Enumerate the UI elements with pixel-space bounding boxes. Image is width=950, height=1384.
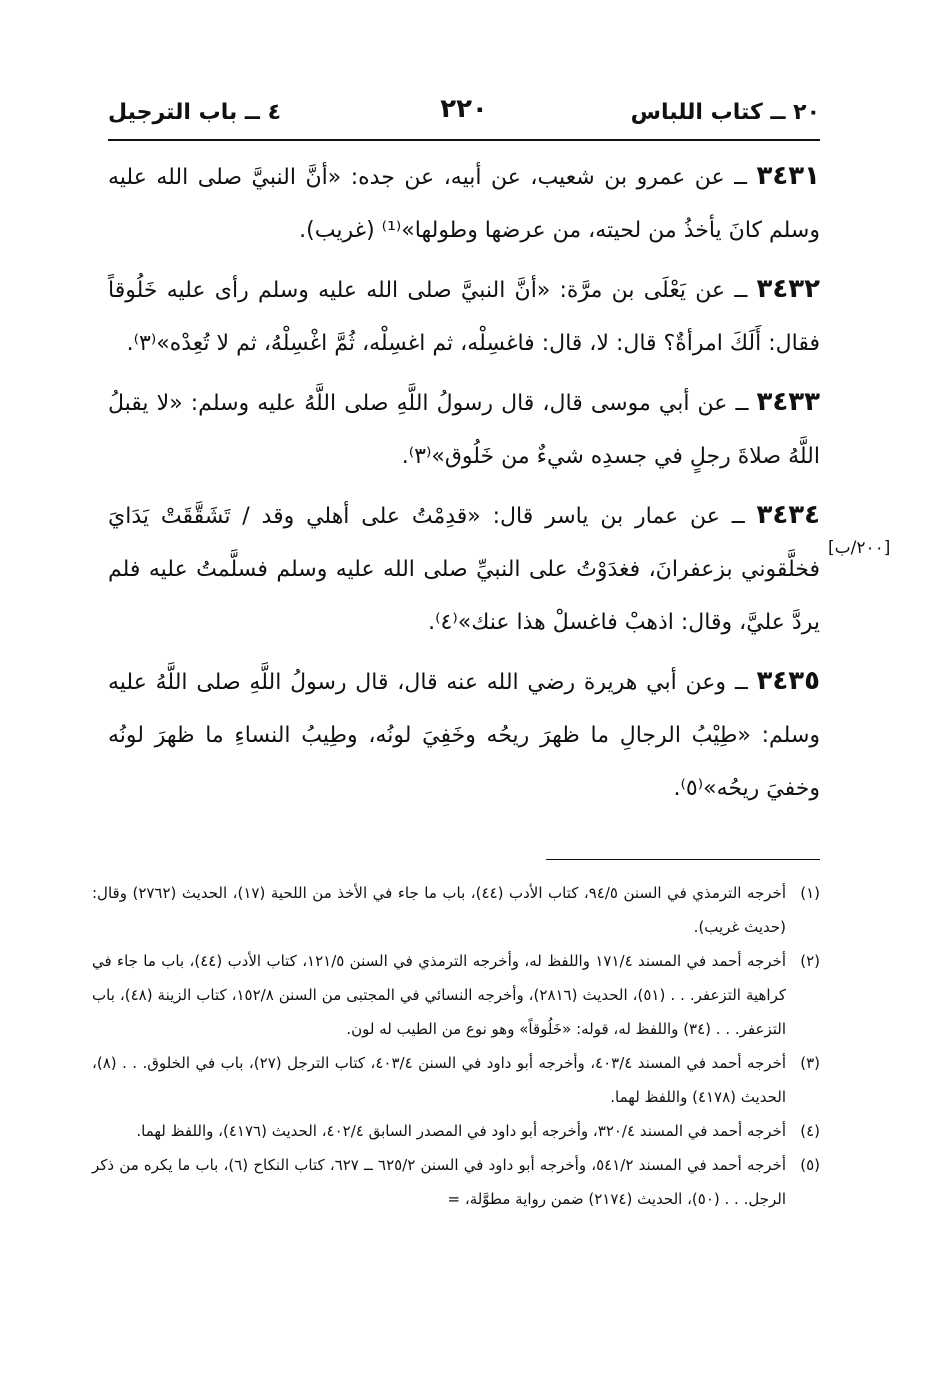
footnote-1 <box>92 876 820 944</box>
section-title: ٤ ــ باب الترجيل <box>108 100 282 125</box>
footnote-text: أخرجه أحمد في المسند ١٧١/٤ واللفظ له، وأخرجه الترمذي في السنن ١٢١/٥، كتاب الأدب (٤٤)، باب ما جاء في كراهية التزعفر. . . (٥١)، الحديث (٢٨١٦)، وأخرجه النسائي في المجتبى من السنن ١٥٢/٨، كتاب الزينة (٤٨)، باب التزعفر. . . (٣٤) واللفظ له، قوله: «خَلُوقاً» وهو نوع من الطيب له لون. <box>92 952 787 1038</box>
footnote-text: أخرجه أحمد في المسند ٥٤١/٢، وأخرجه أبو داود في السنن ٦٢٥/٢ ــ ٦٢٧، كتاب النكاح (٦)، باب ما يكره من ذكر الرجل. . . (٥٠)، الحديث (٢١٧٤) ضمن رواية مطوَّلة، = <box>92 1156 786 1208</box>
hadith-number: ٣٤٣٤ <box>756 500 821 530</box>
page-number: ٢٢٠ <box>440 94 488 124</box>
hadith-3433 <box>108 376 820 483</box>
hadith-number: ٣٤٣٣ <box>756 387 820 417</box>
hadith-text: ــ وعن أبي هريرة رضي الله عنه قال، قال رسولُ اللَّهِ صلى اللَّهُ عليه وسلم: «طِيْبُ الرجالِ ما ظهرَ ريحُه وخَفِيَ لونُه، وطِيبُ النساءِ ما ظهرَ لونُه وخفيَ ريحُه»⁽٥⁾. <box>108 670 820 801</box>
chapter-title: ٢٠ ــ كتاب اللباس <box>630 100 820 125</box>
footnote-divider <box>546 859 820 860</box>
footnote-3 <box>92 1046 820 1114</box>
footnote-text: أخرجه أحمد في المسند ٣٢٠/٤، وأخرجه أبو داود في المصدر السابق ٤٠٢/٤، الحديث (٤١٧٦)، واللفظ لهما. <box>136 1122 786 1140</box>
hadith-number: ٣٤٣٢ <box>756 274 820 304</box>
footnote-number: (٣) <box>800 1054 820 1072</box>
footnote-number: (١) <box>800 884 820 902</box>
footnotes <box>92 876 820 1216</box>
footnote-4 <box>92 1114 820 1148</box>
hadith-text: ــ عن يَعْلَى بن مرَّة: «أنَّ النبيَّ صلى الله عليه وسلم رأى عليه خَلُوقاً فقال: أَلَكَ امرأةٌ؟ قال: لا، قال: فاغسِلْه، ثم اغسِلْه، ثُمَّ اغْسِلْهُ، ثم لا تُعِدْه»⁽٣⁾. <box>108 278 820 356</box>
footnote-2 <box>92 944 820 1046</box>
hadith-3431 <box>108 150 820 257</box>
manuscript-folio-note: [٢٠٠/ب] <box>828 538 891 558</box>
footnote-text: أخرجه أحمد في المسند ٤٠٣/٤، وأخرجه أبو داود في السنن ٤٠٣/٤، كتاب الترجل (٢٧)، باب في الخلوق. . . (٨)، الحديث (٤١٧٨) واللفظ لهما. <box>92 1054 787 1106</box>
hadith-3434 <box>108 489 820 649</box>
hadith-text: ــ عن عمار بن ياسر قال: «قدِمْتُ على أهلي وقد / تَشَقَّقَتْ يَدَايَ فخلَّقوني بزعفرانَ، فغدَوْتُ على النبيِّ صلى الله عليه وسلم فسلَّمتُ عليه فلم يردَّ عليَّ، وقال: اذهبْ فاغسلْ هذا عنك»⁽٤⁾. <box>108 504 820 635</box>
footnote-number: (٢) <box>800 952 820 970</box>
hadith-number: ٣٤٣١ <box>756 161 821 191</box>
hadith-text: ــ عن أبي موسى قال، قال رسولُ اللَّهِ صلى اللَّهُ عليه وسلم: «لا يقبلُ اللَّهُ صلاةَ رجلٍ في جسدِه شيءٌ من خَلُوق»⁽٣⁾. <box>108 391 820 469</box>
footnote-text: أخرجه الترمذي في السنن ٩٤/٥، كتاب الأدب (٤٤)، باب ما جاء في الأخذ من اللحية (١٧)، الحديث (٢٧٦٢) وقال: (حديث غريب). <box>92 884 786 936</box>
footnote-number: (٤) <box>800 1122 820 1140</box>
hadith-number: ٣٤٣٥ <box>756 666 820 696</box>
hadith-text: ــ عن عمرو بن شعيب، عن أبيه، عن جده: «أنَّ النبيَّ صلى الله عليه وسلم كانَ يأخذُ من لحيته، من عرضها وطولها»⁽¹⁾ (غريب). <box>108 165 820 243</box>
hadith-3435 <box>108 655 820 815</box>
hadith-list <box>108 150 820 821</box>
footnote-5 <box>92 1148 820 1216</box>
header-divider <box>108 139 820 141</box>
page-header <box>108 92 820 132</box>
footnote-number: (٥) <box>800 1156 820 1174</box>
hadith-3432 <box>108 263 820 370</box>
